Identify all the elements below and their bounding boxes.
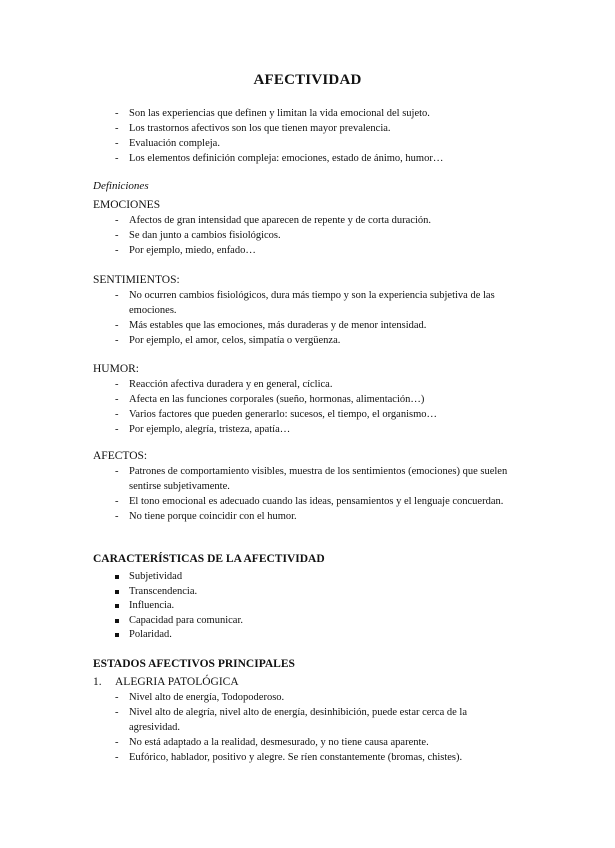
numbered-heading xyxy=(93,674,533,690)
dash-marker: - xyxy=(115,108,119,119)
dash-marker: - xyxy=(115,707,119,718)
dash-marker: - xyxy=(115,153,119,164)
list-item: - No está adaptado a la realidad, desmesurado, y no tiene causa aparente. xyxy=(115,737,429,748)
dash-marker: - xyxy=(115,123,119,134)
list-item: - Afecta en las funciones corporales (sueño, hormonas, alimentación…) xyxy=(115,394,425,405)
emociones-list xyxy=(93,213,533,258)
dash-marker: - xyxy=(115,466,119,477)
dash-marker: - xyxy=(115,737,119,748)
square-bullet-icon xyxy=(115,590,119,594)
list-item: - Por ejemplo, miedo, enfado… xyxy=(115,245,256,256)
dash-marker: - xyxy=(115,511,119,522)
list-item: - No tiene porque coincidir con el humor. xyxy=(115,511,297,522)
humor-list xyxy=(93,377,533,437)
afectos-section xyxy=(93,448,533,524)
intro-list xyxy=(93,106,533,166)
humor-section xyxy=(93,361,533,437)
list-item: - Afectos de gran intensidad que aparecen de repente y de corta duración. xyxy=(115,215,432,226)
page-title: AFECTIVIDAD xyxy=(253,72,362,88)
list-item: - Nivel alto de alegría, nivel alto de energía, desinhibición, puede estar cerca de la agresividad. xyxy=(115,707,467,733)
dash-marker: - xyxy=(115,379,119,390)
list-item: - Varios factores que pueden generarlo: sucesos, el tiempo, el organismo… xyxy=(115,409,438,420)
intro-section xyxy=(93,106,533,166)
list-item: - Por ejemplo, el amor, celos, simpatía o vergüenza. xyxy=(115,335,341,346)
section-heading: EMOCIONES xyxy=(93,199,161,211)
section-heading: SENTIMIENTOS: xyxy=(93,274,180,286)
list-item: Capacidad para comunicar. xyxy=(93,614,533,629)
dash-marker: - xyxy=(115,320,119,331)
afectos-list xyxy=(93,464,533,524)
section-heading: HUMOR: xyxy=(93,363,140,375)
dash-marker: - xyxy=(115,290,119,301)
heading-text: ALEGRIA PATOLÓGICA xyxy=(115,676,239,688)
list-item: - Más estables que las emociones, más duraderas y de menor intensidad. xyxy=(115,320,427,331)
dash-marker: - xyxy=(115,394,119,405)
definiciones-label: Definiciones xyxy=(93,180,149,192)
dash-marker: - xyxy=(115,752,119,763)
section-heading: ESTADOS AFECTIVOS PRINCIPALES xyxy=(93,658,295,670)
list-item: Subjetividad xyxy=(93,570,533,585)
dash-marker: - xyxy=(115,138,119,149)
sentimientos-section xyxy=(93,272,533,348)
list-item: Polaridad. xyxy=(93,628,533,643)
list-item: - Nivel alto de energía, Todopoderoso. xyxy=(115,692,285,703)
list-item: - Eufórico, hablador, positivo y alegre. Se ríen constantemente (bromas, chistes). xyxy=(115,752,463,763)
list-item: - Evaluación compleja. xyxy=(115,138,220,149)
dash-marker: - xyxy=(115,424,119,435)
list-item: Influencia. xyxy=(93,599,533,614)
dash-marker: - xyxy=(115,335,119,346)
list-item: - Reacción afectiva duradera y en general, cíclica. xyxy=(115,379,333,390)
list-item: - El tono emocional es adecuado cuando las ideas, pensamientos y el lenguaje concuerdan. xyxy=(115,496,504,507)
list-item: - No ocurren cambios fisiológicos, dura más tiempo y son la experiencia subjetiva de las emociones. xyxy=(115,290,495,316)
list-item: - Por ejemplo, alegría, tristeza, apatía… xyxy=(115,424,291,435)
list-item: - Patrones de comportamiento visibles, muestra de los sentimientos (emociones) que suelen sentirse subjetivamente. xyxy=(115,466,508,492)
dash-marker: - xyxy=(115,245,119,256)
heading-number: 1. xyxy=(93,676,102,688)
square-bullet-icon xyxy=(115,575,119,579)
sentimientos-list xyxy=(93,288,533,348)
list-item: - Los trastornos afectivos son los que tienen mayor prevalencia. xyxy=(115,123,391,134)
list-item: - Son las experiencias que definen y limitan la vida emocional del sujeto. xyxy=(115,108,430,119)
dash-marker: - xyxy=(115,692,119,703)
emociones-section xyxy=(93,197,533,258)
caracteristicas-list xyxy=(93,570,533,643)
list-item: - Se dan junto a cambios fisiológicos. xyxy=(115,230,281,241)
caracteristicas-section xyxy=(93,553,533,643)
square-bullet-icon xyxy=(115,619,119,623)
square-bullet-icon xyxy=(115,604,119,608)
estados-section xyxy=(93,658,533,765)
dash-marker: - xyxy=(115,215,119,226)
section-heading: AFECTOS: xyxy=(93,450,148,462)
square-bullet-icon xyxy=(115,633,119,637)
alegria-list xyxy=(93,690,533,765)
dash-marker: - xyxy=(115,230,119,241)
list-item: Transcendencia. xyxy=(93,585,533,600)
dash-marker: - xyxy=(115,496,119,507)
list-item: - Los elementos definición compleja: emociones, estado de ánimo, humor… xyxy=(115,153,444,164)
dash-marker: - xyxy=(115,409,119,420)
section-heading: CARACTERÍSTICAS DE LA AFECTIVIDAD xyxy=(93,553,325,565)
